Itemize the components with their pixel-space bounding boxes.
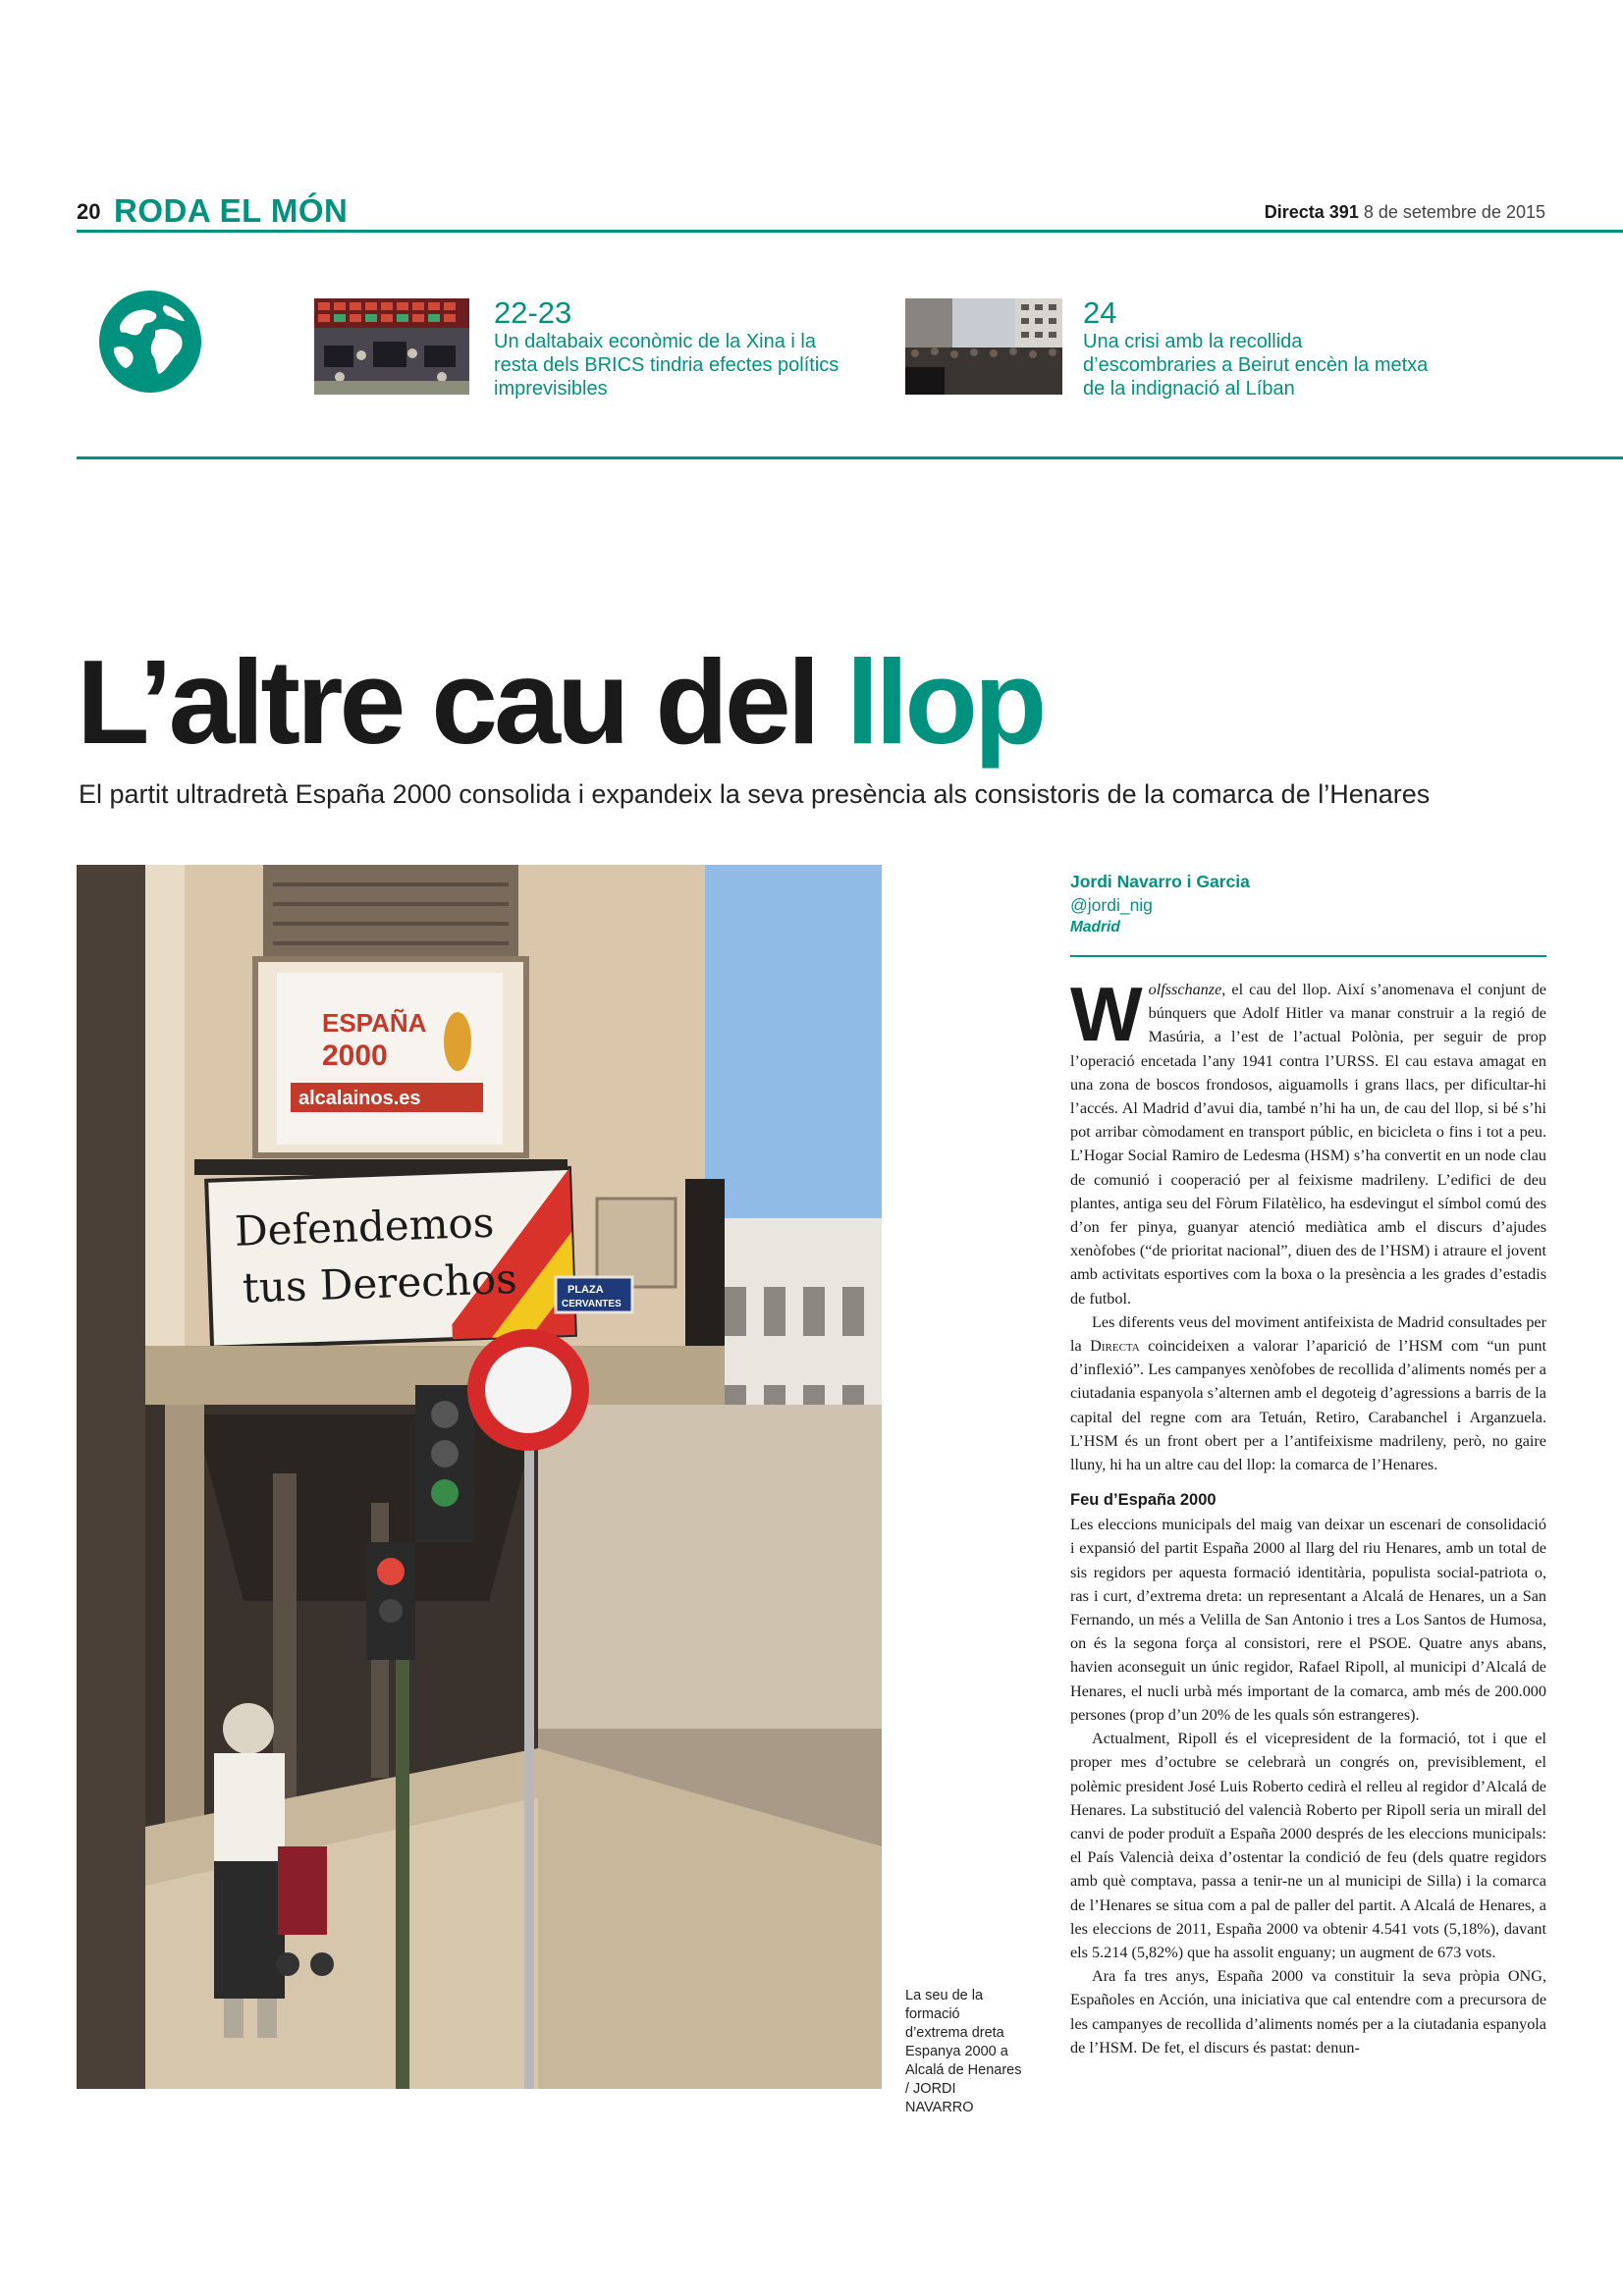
- issue-date: 8 de setembre de 2015: [1363, 202, 1545, 222]
- article-body: [1070, 971, 1547, 2059]
- teaser-1-text: Un daltabaix econòmic de la Xina i la resta dels BRICS tindria efectes polítics imprevisibles: [494, 331, 839, 400]
- author-name: Jordi Navarro i Garcia: [1070, 872, 1250, 891]
- header-rule: [77, 230, 1623, 233]
- plaza-line1: PLAZA: [568, 1284, 604, 1296]
- teaser-1-pages: 22-23: [494, 295, 572, 330]
- teaser-1[interactable]: [494, 296, 847, 400]
- article-subhead: Feu d’España 2000: [1070, 1491, 1217, 1510]
- teaser-2-pages: 24: [1083, 295, 1117, 330]
- publication-smallcaps: Directa: [1090, 1337, 1140, 1356]
- dateline-location: Madrid: [1070, 919, 1120, 935]
- article-paragraph-4: Actualment, Ripoll és el vicepresident de la formació, tot i que el proper mes d’octubre se celebrarà un congrés on, previsiblement, el polèmic president José Luis Roberto cedirà el relleu al regidor d’Alcalá de Henares. La substitució del valencià Roberto per Ripoll seria un mirall del canvi de poder produït a España 2000 després de les eleccions municipals: el País Valencià deixa d’ostentar la condició de feu (dels quatre regidors amb què comptava, passa a tenir-ne un al municipi de Silla) i la comarca de l’Henares se situa com a pal de paller del partit. A Alcalá de Henares, a les eleccions de 2011, España 2000 va obtenir 4.541 vots (5,18%), davant els 5.214 (5,82%) que ha assolit enguany; un augment de 673 vots.: [1070, 1730, 1546, 1961]
- teaser-2-thumbnail: [905, 298, 1062, 395]
- article-photo: [77, 865, 882, 2089]
- publication-name: Directa 391: [1264, 202, 1359, 222]
- paragraph-1-text: , el cau del llop. Així s’anomenava el conjunt de búnquers que Adolf Hitler va manar construir a la regió de Masúria, a l’est de l’actual Polònia, per seguir de prop l’operació encetada l’any 1941 contra l’URSS. El cau estava amagat en una zona de boscos frondosos, aiguamolls i grans llacs, per dificultar-hi l’accés. Al Madrid d’avui dia, també n’hi ha un, de cau del llop, si bé s’hi pot arribar còmodament en transport públic, en bicicleta o fins i tot a peu. L’Hogar Social Ramiro de Ledesma (HSM) s’ha convertit en un node clau de comunió i cooperació per al feixisme madrileny. L’edifici de deu plantes, antiga seu del Fòrum Filatèlico, ha esdevingut el símbol comú des d’on fer pinya, guanyar atenció mediàtica amb el discurs d’ajudes xenòfobes (“de prioritat nacional”, diuen des de l’HSM) i atraure el jovent amb activitats esportives com la boxa o la presència a les grades d’estadis de futbol.: [1070, 981, 1546, 1308]
- sign-espana-text: ESPAÑA: [322, 1008, 427, 1038]
- banner-line1: Defendemos: [234, 1198, 496, 1255]
- article-paragraph-3: Les eleccions municipals del maig van deixar un escenari de consolidació i expansió del partit España 2000 al llarg del riu Henares, amb un total de sis regidors per aquesta formació identitària, populista social-patriota o, ras i curt, d’extrema dreta: un representant a Alcalá de Henares, un a San Fernando, un més a Velilla de San Antonio i tres a Los Santos de Humosa, on és la segona força al consistori, rere el PSOE. Quatre anys abans, havien aconseguit un únic regidor, Rafael Ripoll, al municipi d’Alcalá de Henares, el nucli urbà més important de la comarca, amb més de 200.000 persones (prop d’un 20% de les quals són estrangeres).: [1070, 1516, 1546, 1724]
- drop-cap: W: [1070, 971, 1143, 1057]
- teaser-1-thumbnail: [314, 298, 469, 395]
- article-paragraph-5: Ara fa tres anys, España 2000 va constituir la seva pròpia ONG, Españoles en Acción, una iniciativa que cal entendre com a precursora de les campanyes de recollida d’aliments només per a la ciutadania espanyola de l’HSM. De fet, el discurs és pastat: denun-: [1070, 1967, 1546, 2056]
- teaser-rule: [77, 456, 1623, 459]
- issue-info: [1265, 202, 1545, 223]
- article-paragraph-1: [1070, 971, 1546, 1310]
- sign-url-text: alcalainos.es: [298, 1088, 421, 1109]
- banner-line2: tus Derechos: [242, 1254, 518, 1312]
- section-title: RODA EL MÓN: [114, 192, 349, 229]
- teaser-2[interactable]: [1083, 296, 1436, 400]
- photo-caption: La seu de la formació d’extrema dreta Espanya 2000 a Alcalá de Henares / JORDI NAVARRO: [905, 1988, 1022, 2115]
- page-header: [77, 192, 1623, 232]
- subtitle: El partit ultradretà España 2000 consolida i expandeix la seva presència als consistoris de la comarca de l’Henares: [79, 779, 1431, 809]
- globe-icon: [96, 288, 204, 396]
- headline-accent: llop: [845, 635, 1044, 769]
- author-handle[interactable]: @jordi_nig: [1070, 895, 1153, 915]
- byline-rule: [1070, 955, 1546, 957]
- paragraph-2-rest: coincideixen a valorar l’aparició de l’HSM com “un punt d’inflexió”. Les campanyes xenòfobes de recollida d’aliments només per a ciutadania espanyola s’alternen amb el degoteig d’agressions a barris de la capital del regne com ara Tetuán, Retiro, Carabanchel i Arganzuela. L’HSM és un front obert per a l’antifeixisme madrileny, però, no gaire lluny, hi ha un altre cau del llop: la comarca de l’Henares.: [1070, 1337, 1547, 1474]
- byline: [1070, 870, 1546, 938]
- article-paragraph-2: [1070, 1310, 1546, 1476]
- sign-2000-text: 2000: [322, 1040, 388, 1072]
- paragraph-2-start: Les diferents veus del moviment antifeixista de Madrid consultades per la: [1070, 1312, 1546, 1356]
- plaza-line2: CERVANTES: [562, 1299, 622, 1309]
- headline: [77, 635, 1044, 769]
- teaser-2-text: Una crisi amb la recollida d’escombraries a Beirut encèn la metxa de la indignació al Líban: [1083, 331, 1429, 400]
- headline-main: L’altre cau del: [77, 635, 846, 769]
- lead-italic: olfsschanze: [1148, 981, 1222, 998]
- page-number: 20: [77, 199, 101, 224]
